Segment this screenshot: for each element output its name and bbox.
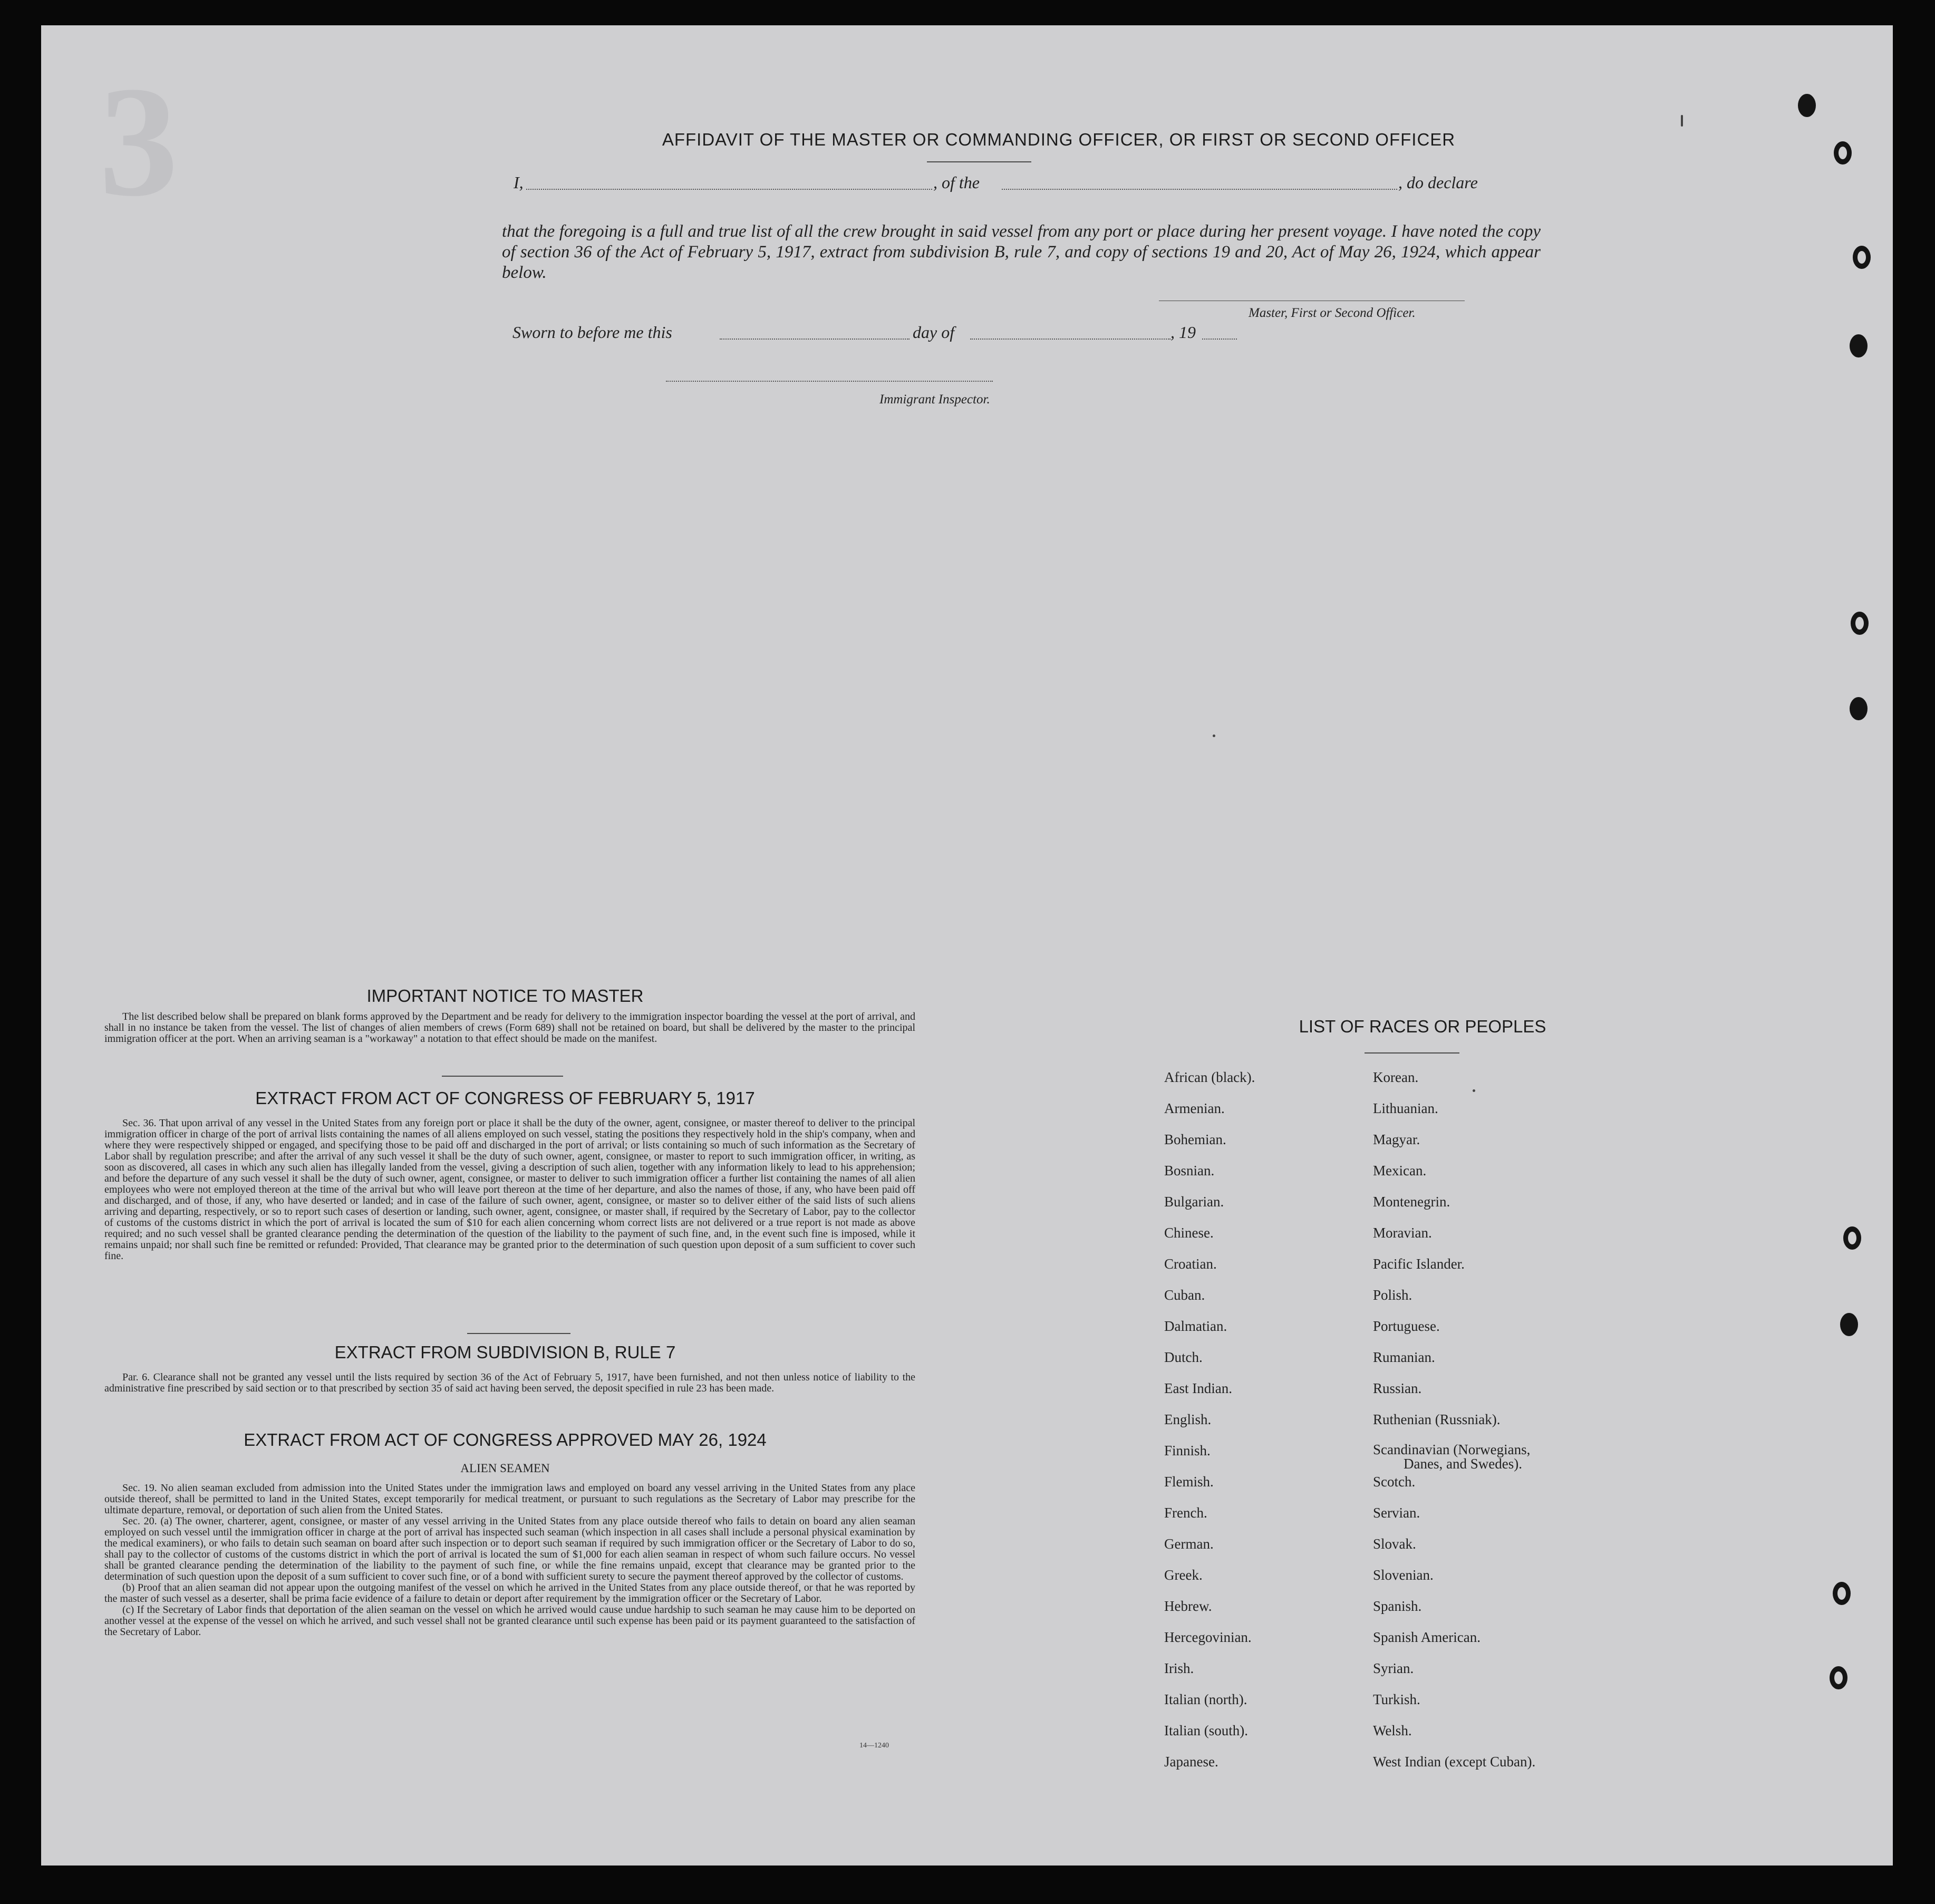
race-item: Polish.	[1373, 1287, 1412, 1303]
races-left-column	[1164, 1069, 1255, 1785]
race-item: Servian.	[1373, 1505, 1420, 1521]
race-item: Greek.	[1164, 1567, 1203, 1583]
race-item: Japanese.	[1164, 1754, 1218, 1770]
race-item: Chinese.	[1164, 1225, 1214, 1241]
sworn-month-field[interactable]	[970, 339, 1170, 340]
race-item: Rumanian.	[1373, 1349, 1435, 1365]
year-label: , 19	[1170, 323, 1196, 342]
affidavit-body: that the foregoing is a full and true list of all the crew brought in said vessel from any port or place during her present voyage. I have noted the copy of section 36 of the Act of February 5, 1917, extract from subdivision B, rule 7, and copy of sections 19 and 20, Act of May 26, 1924, which appear below.	[502, 222, 1541, 282]
binder-hole-icon	[1850, 697, 1868, 720]
par6-paragraph: Par. 6. Clearance shall not be granted any vessel until the lists required by section 36 of the Act of February 5, 1917, have been furnished, and not then unless notice of liability to the administrative fine prescribed by said section or to that prescribed by section 35 of said act having been served, the deposit specified in rule 23 has been made.	[104, 1371, 915, 1394]
affidavit-title: AFFIDAVIT OF THE MASTER OR COMMANDING OFFICER, OR FIRST OR SECOND OFFICER	[662, 130, 1456, 149]
race-item: Italian (north).	[1164, 1692, 1247, 1707]
race-item: Dutch.	[1164, 1349, 1203, 1365]
race-item-line: Danes, and Swedes).	[1404, 1456, 1522, 1472]
speck	[1213, 734, 1215, 737]
race-item: Finnish.	[1164, 1443, 1211, 1458]
race-item: Mexican.	[1373, 1163, 1427, 1178]
race-item: Montenegrin.	[1373, 1194, 1450, 1210]
sec20b-paragraph: (b) Proof that an alien seaman did not appear upon the outgoing manifest of the vessel on which he arrived in the United States from any place outside thereof, or that he was reported by the master of such vessel as a deserter, shall be prima facie evidence of a failure to detain or deport after requirement by the immigration officer or the Secretary of Labor.	[104, 1582, 915, 1605]
bleed-through-mark: 3	[99, 54, 178, 229]
race-item: Pacific Islander.	[1373, 1256, 1465, 1272]
races-right-column	[1373, 1069, 1535, 1785]
sworn-label: Sworn to before me this	[512, 323, 672, 342]
sec20a-paragraph: Sec. 20. (a) The owner, charterer, agent, consignee, or master of any vessel arriving in the United States from any place outside thereof who fails to detain on board any alien seaman employed on such vessel until the immigration officer in charge at the port of arrival has inspected such seaman (which inspection in all cases shall include a personal physical examination by the medical examiners), or who fails to detain such seaman on board after such inspection or to deport such seaman if required by such immigration officer or the Secretary of Labor to do so, shall pay to the collector of customs of the customs district in which the port of arrival is located the sum of $1,000 for each alien seaman in respect of whom such failure occurs. No vessel shall be granted clearance pending the determination of the liability to the payment of such fine, or while the fine remains unpaid, except that clearance may be granted prior to the determination of such question upon the deposit of a sum sufficient to cover such fine, or of a bond with sufficient surety to secure the payment thereof approved by the collector of customs.	[104, 1515, 915, 1582]
race-item: Korean.	[1373, 1069, 1419, 1085]
race-item: Bulgarian.	[1164, 1194, 1224, 1210]
title-rule	[927, 161, 1031, 162]
extract-1917-title: EXTRACT FROM ACT OF CONGRESS OF FEBRUARY 5, 1917	[255, 1088, 755, 1108]
notice-title: IMPORTANT NOTICE TO MASTER	[366, 986, 644, 1006]
i-label: I,	[514, 173, 524, 192]
race-item: Irish.	[1164, 1660, 1194, 1676]
race-item: Syrian.	[1373, 1660, 1414, 1676]
race-item: Lithuanian.	[1373, 1100, 1438, 1116]
races-rule	[1365, 1052, 1459, 1054]
binder-hole-icon	[1843, 1226, 1861, 1250]
extract-1924-body	[104, 1483, 915, 1638]
race-item: Italian (south).	[1164, 1723, 1248, 1738]
race-item: Hercegovinian.	[1164, 1629, 1252, 1645]
section-rule	[467, 1333, 570, 1334]
binder-hole-icon	[1840, 1313, 1858, 1336]
sec20c-paragraph: (c) If the Secretary of Labor finds that deportation of the alien seaman on the vessel on which he arrived would cause undue hardship to such seaman he may cause him to be deported on another vessel at the expense of the vessel on which he arrived, and such vessel shall not be granted clearance until such expense has been paid or its payment guaranteed to the satisfaction of the Secretary of Labor.	[104, 1604, 915, 1638]
race-item: Welsh.	[1373, 1723, 1412, 1738]
binder-hole-icon	[1853, 246, 1871, 269]
extract-rule7-body	[104, 1372, 915, 1394]
race-item: Spanish American.	[1373, 1629, 1481, 1645]
binder-hole-icon	[1830, 1666, 1847, 1689]
section-rule	[442, 1076, 563, 1077]
race-item: Spanish.	[1373, 1598, 1422, 1614]
race-item: Moravian.	[1373, 1225, 1432, 1241]
race-item: Ruthenian (Russniak).	[1373, 1412, 1501, 1427]
race-item: Turkish.	[1373, 1692, 1420, 1707]
sec36-paragraph: Sec. 36. That upon arrival of any vessel in the United States from any foreign port or place it shall be the duty of the owner, agent, consignee, or master thereof to deliver to the principal immigration officer in charge of the port of arrival lists containing the names of all aliens employed on such vessel, stating the positions they respectively hold in the ship's company, when and where they were respectively shipped or engaged, and specifying those to be paid off and discharged in the port of arrival; or lists containing so much of such information as the Secretary of Labor shall by regulation prescribe; and after the arrival of any such vessel it shall be the duty of such owner, agent, consignee, or master to report to such immigration officer, in writing, as soon as discovered, all cases in which any such alien has illegally landed from the vessel, giving a description of such alien, together with any information likely to lead to his apprehension; and before the departure of any such vessel it shall be the duty of such owner, agent, consignee, or master to deliver to such immigration officer a further list containing the names of all alien employees who were not employed thereon at the time of the arrival but who will leave port thereon at the time of her departure, and also the names of those, if any, who have been paid off and discharged, and of those, if any, who have deserted or landed; and in case of the failure of such owner, agent, consignee, or master so to deliver either of the said lists of such aliens arriving and departing, respectively, or so to report such cases of desertion or landing, such owner, agent, consignee, or master shall, if required by the Secretary of Labor, pay to the collector of customs of the customs district in which the port of arrival is located the sum of $10 for each alien concerning whom correct lists are not delivered or a true report is not made as above required; and no such vessel shall be granted clearance pending the determination of the question of the liability to the payment of such fine, and, in the event such fine is imposed, while it remains unpaid; nor shall such fine be remitted or refunded: Provided, That clearance may be granted prior to the determination of such question upon deposit of a sum sufficient to cover such fine.	[104, 1117, 915, 1262]
race-item: German.	[1164, 1536, 1214, 1552]
race-item: East Indian.	[1164, 1380, 1232, 1396]
form-page	[41, 25, 1893, 1866]
form-number: 14—1240	[859, 1742, 889, 1750]
race-item: West Indian (except Cuban).	[1373, 1754, 1536, 1770]
race-item: Cuban.	[1164, 1287, 1205, 1303]
binder-hole-icon	[1850, 334, 1868, 357]
extract-1924-title: EXTRACT FROM ACT OF CONGRESS APPROVED MAY 26, 1924	[244, 1430, 767, 1449]
race-item: Bosnian.	[1164, 1163, 1215, 1178]
master-signature-label: Master, First or Second Officer.	[1249, 306, 1416, 320]
race-item-line: Scandinavian (Norwegians,	[1373, 1442, 1531, 1457]
alien-seamen-subtitle: ALIEN SEAMEN	[460, 1462, 550, 1475]
race-item: Hebrew.	[1164, 1598, 1212, 1614]
race-item: Armenian.	[1164, 1100, 1225, 1116]
of-the-label: , of the	[933, 173, 980, 192]
sec19-paragraph: Sec. 19. No alien seaman excluded from admission into the United States under the immigration laws and employed on board any vessel arriving in the United States from any place outside thereof, shall be permitted to land in the United States, except temporarily for medical treatment, or pursuant to such regulations as the Secretary of Labor may prescribe for the ultimate departure, removal, or deportation of such alien from the United States.	[104, 1482, 915, 1516]
race-item: Slovak.	[1373, 1536, 1416, 1552]
binder-hole-icon	[1798, 94, 1816, 117]
race-item: African (black).	[1164, 1069, 1255, 1085]
race-item: Scotch.	[1373, 1474, 1416, 1490]
sworn-day-field[interactable]	[720, 339, 910, 340]
race-item: Russian.	[1373, 1380, 1422, 1396]
vessel-field[interactable]	[1002, 189, 1397, 190]
binder-hole-icon	[1834, 141, 1852, 165]
speck	[1681, 115, 1683, 127]
race-item: Portuguese.	[1373, 1318, 1440, 1334]
binder-hole-icon	[1833, 1582, 1851, 1605]
do-declare-label: , do declare	[1398, 173, 1478, 192]
day-of-label: day of	[913, 323, 955, 342]
inspector-label: Immigrant Inspector.	[879, 392, 990, 407]
notice-paragraph: The list described below shall be prepared on blank forms approved by the Department and be ready for delivery to the immigration inspector boarding the vessel at the port of arrival, and shall in no instance be taken from the vessel. The list of changes of alien members of crews (Form 689) shall not be retained on board, but shall be delivered by the master to the principal immigration officer at the port. When an arriving seaman is a "workaway" a notation to that effect should be made on the manifest.	[104, 1011, 915, 1045]
binder-hole-icon	[1851, 612, 1869, 635]
inspector-signature-line[interactable]	[666, 381, 993, 382]
race-item: Dalmatian.	[1164, 1318, 1227, 1334]
name-field[interactable]	[526, 189, 932, 190]
race-item-scandinavian	[1373, 1443, 1535, 1474]
race-item: Magyar.	[1373, 1132, 1420, 1147]
race-item: Flemish.	[1164, 1474, 1214, 1490]
races-title: LIST OF RACES OR PEOPLES	[1299, 1017, 1546, 1036]
race-item: Croatian.	[1164, 1256, 1217, 1272]
race-item: Slovenian.	[1373, 1567, 1434, 1583]
race-item: English.	[1164, 1412, 1212, 1427]
extract-rule7-title: EXTRACT FROM SUBDIVISION B, RULE 7	[334, 1342, 676, 1362]
race-item: Bohemian.	[1164, 1132, 1226, 1147]
sworn-year-field[interactable]	[1202, 339, 1237, 340]
notice-body	[104, 1011, 915, 1045]
race-item: French.	[1164, 1505, 1207, 1521]
extract-1917-body	[104, 1118, 915, 1262]
